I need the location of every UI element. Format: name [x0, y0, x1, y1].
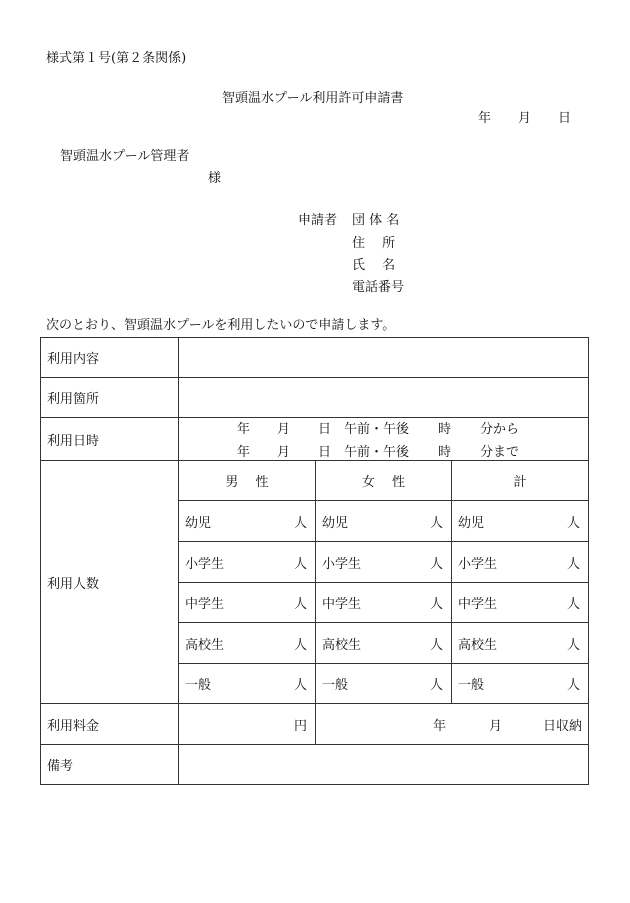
dt-to-hour: 時 — [438, 445, 452, 460]
dt-to-day: 日 — [318, 445, 332, 460]
total-infant-field[interactable]: 幼児 人 — [452, 501, 589, 542]
row-place — [41, 378, 589, 418]
applicant-label: 申請者 — [298, 213, 338, 228]
total-high-school-field[interactable]: 高校生 人 — [452, 623, 589, 664]
applicant-name: 氏 名 — [352, 258, 396, 273]
dt-from-year: 年 — [237, 422, 251, 437]
male-general-field[interactable]: 一般 人 — [179, 664, 316, 704]
label-remarks: 備考 — [41, 745, 179, 785]
intro-text: 次のとおり、智頭温水プールを利用したいので申請します。 — [46, 318, 396, 333]
page-title: 智頭温水プール利用許可申請書 — [222, 91, 404, 106]
fee-yen-unit: 円 — [293, 718, 307, 734]
total-general-field[interactable]: 一般 人 — [452, 664, 589, 704]
application-table — [40, 337, 589, 785]
row-content — [41, 338, 589, 378]
dt-from-hour: 時 — [438, 422, 452, 437]
dt-from-ampm: 午前・午後 — [344, 422, 410, 437]
dt-from-minute: 分から — [480, 422, 520, 437]
applicant-phone: 電話番号 — [352, 280, 405, 295]
datetime-to-line — [237, 441, 588, 460]
datetime-field[interactable] — [179, 418, 589, 461]
fee-month: 月 — [489, 718, 503, 734]
row-datetime — [41, 418, 589, 461]
date-year: 年 — [478, 111, 492, 126]
header-female: 女 性 — [316, 461, 452, 501]
dt-to-minute: 分まで — [480, 445, 520, 460]
male-elementary-field[interactable]: 小学生 人 — [179, 542, 316, 583]
female-infant-field[interactable]: 幼児 人 — [316, 501, 452, 542]
label-people: 利用人数 — [41, 461, 179, 704]
remarks-field[interactable] — [179, 745, 589, 785]
male-infant-field[interactable]: 幼児 人 — [179, 501, 316, 542]
label-fee: 利用料金 — [41, 704, 179, 745]
female-junior-high-field[interactable]: 中学生 人 — [316, 583, 452, 623]
datetime-from-line — [237, 418, 588, 437]
addressee-honorific: 様 — [208, 171, 222, 186]
male-junior-high-field[interactable]: 中学生 人 — [179, 583, 316, 623]
addressee-name: 智頭温水プール管理者 — [60, 149, 190, 164]
female-high-school-field[interactable]: 高校生 人 — [316, 623, 452, 664]
applicant-address: 住 所 — [352, 236, 396, 251]
date-day: 日 — [558, 111, 572, 126]
fee-receipt-date-field[interactable] — [316, 704, 589, 745]
row-remarks — [41, 745, 589, 785]
total-elementary-field[interactable]: 小学生 人 — [452, 542, 589, 583]
fee-year: 年 — [433, 718, 447, 734]
row-fee — [41, 704, 589, 745]
female-general-field[interactable]: 一般 人 — [316, 664, 452, 704]
content-field[interactable] — [179, 338, 589, 378]
male-high-school-field[interactable]: 高校生 人 — [179, 623, 316, 664]
dt-to-year: 年 — [237, 445, 251, 460]
date-month: 月 — [518, 111, 532, 126]
fee-received: 日収納 — [543, 718, 583, 734]
fee-amount-field[interactable] — [179, 704, 316, 745]
row-people-header — [41, 461, 589, 501]
total-junior-high-field[interactable]: 中学生 人 — [452, 583, 589, 623]
label-datetime: 利用日時 — [41, 418, 179, 461]
dt-from-month: 月 — [277, 422, 291, 437]
label-content: 利用内容 — [41, 338, 179, 378]
header-male: 男 性 — [179, 461, 316, 501]
label-place: 利用箇所 — [41, 378, 179, 418]
place-field[interactable] — [179, 378, 589, 418]
dt-to-month: 月 — [277, 445, 291, 460]
female-elementary-field[interactable]: 小学生 人 — [316, 542, 452, 583]
dt-to-ampm: 午前・午後 — [344, 445, 410, 460]
header-total: 計 — [452, 461, 589, 501]
dt-from-day: 日 — [318, 422, 332, 437]
applicant-group: 団 体 名 — [352, 213, 400, 228]
form-number: 様式第１号(第２条関係) — [46, 51, 187, 66]
